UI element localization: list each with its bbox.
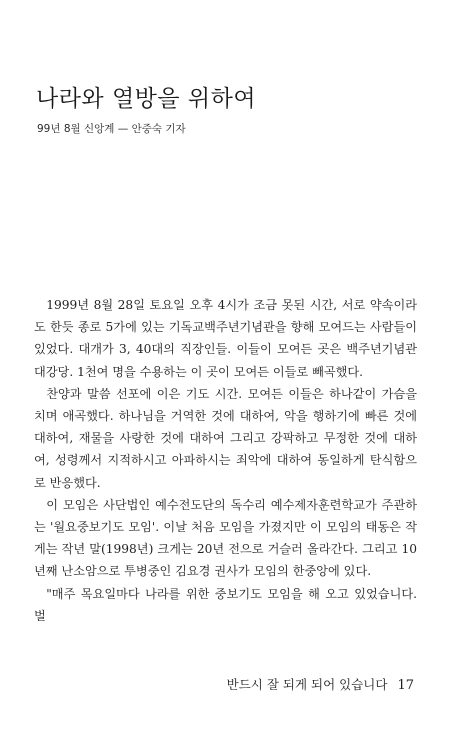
running-title: 반드시 잘 되게 되어 있습니다: [226, 677, 388, 692]
article-title: 나라와 열방을 위하여: [36, 86, 257, 112]
body-paragraph: 찬양과 말씀 선포에 이은 기도 시간. 모여든 이들은 하나같이 가슴을 치며 애곡했다. 하나님을 거역한 것에 대하여, 악을 행하기에 빠른 것에 대하여, 재물을 사랑한 것에 대하여 그리고 강팍하고 무정한 것에 대하여, 성령께서 지적하시고 아파하시는 죄악에 대하여 동일하게 탄식함으로 반응했다.: [34, 386, 417, 490]
page-number: 17: [397, 678, 414, 693]
body-paragraph: "매주 목요일마다 나라를 위한 중보기도 모임을 해 오고 있었습니다. 벌: [34, 586, 417, 623]
article-body: [34, 294, 417, 627]
body-paragraph: 이 모임은 사단법인 예수전도단의 독수리 예수제자훈련학교가 주관하는 '월요중보기도 모임'. 이날 처음 모임을 가졌지만 이 모임의 태동은 작게는 작년 말(1998년) 크게는 20년 전으로 거슬러 올라간다. 그리고 10년째 난소암으로 투병중인 김요경 권사가 모임의 한중앙에 있다.: [34, 497, 417, 579]
article-byline: 99년 8월 신앙계 — 안중숙 기자: [37, 123, 186, 135]
body-paragraph: 1999년 8월 28일 토요일 오후 4시가 조금 못된 시간, 서로 약속이라도 한듯 종로 5가에 있는 기독교백주년기념관을 향해 모여드는 사람들이 있었다. 대개가 3, 40대의 직장인들. 이들이 모여든 곳은 백주년기념관 대강당. 1천여 명을 수용하는 이 곳이 모여든 이들로 빼곡했다.: [34, 298, 417, 379]
page-footer: [227, 675, 414, 693]
